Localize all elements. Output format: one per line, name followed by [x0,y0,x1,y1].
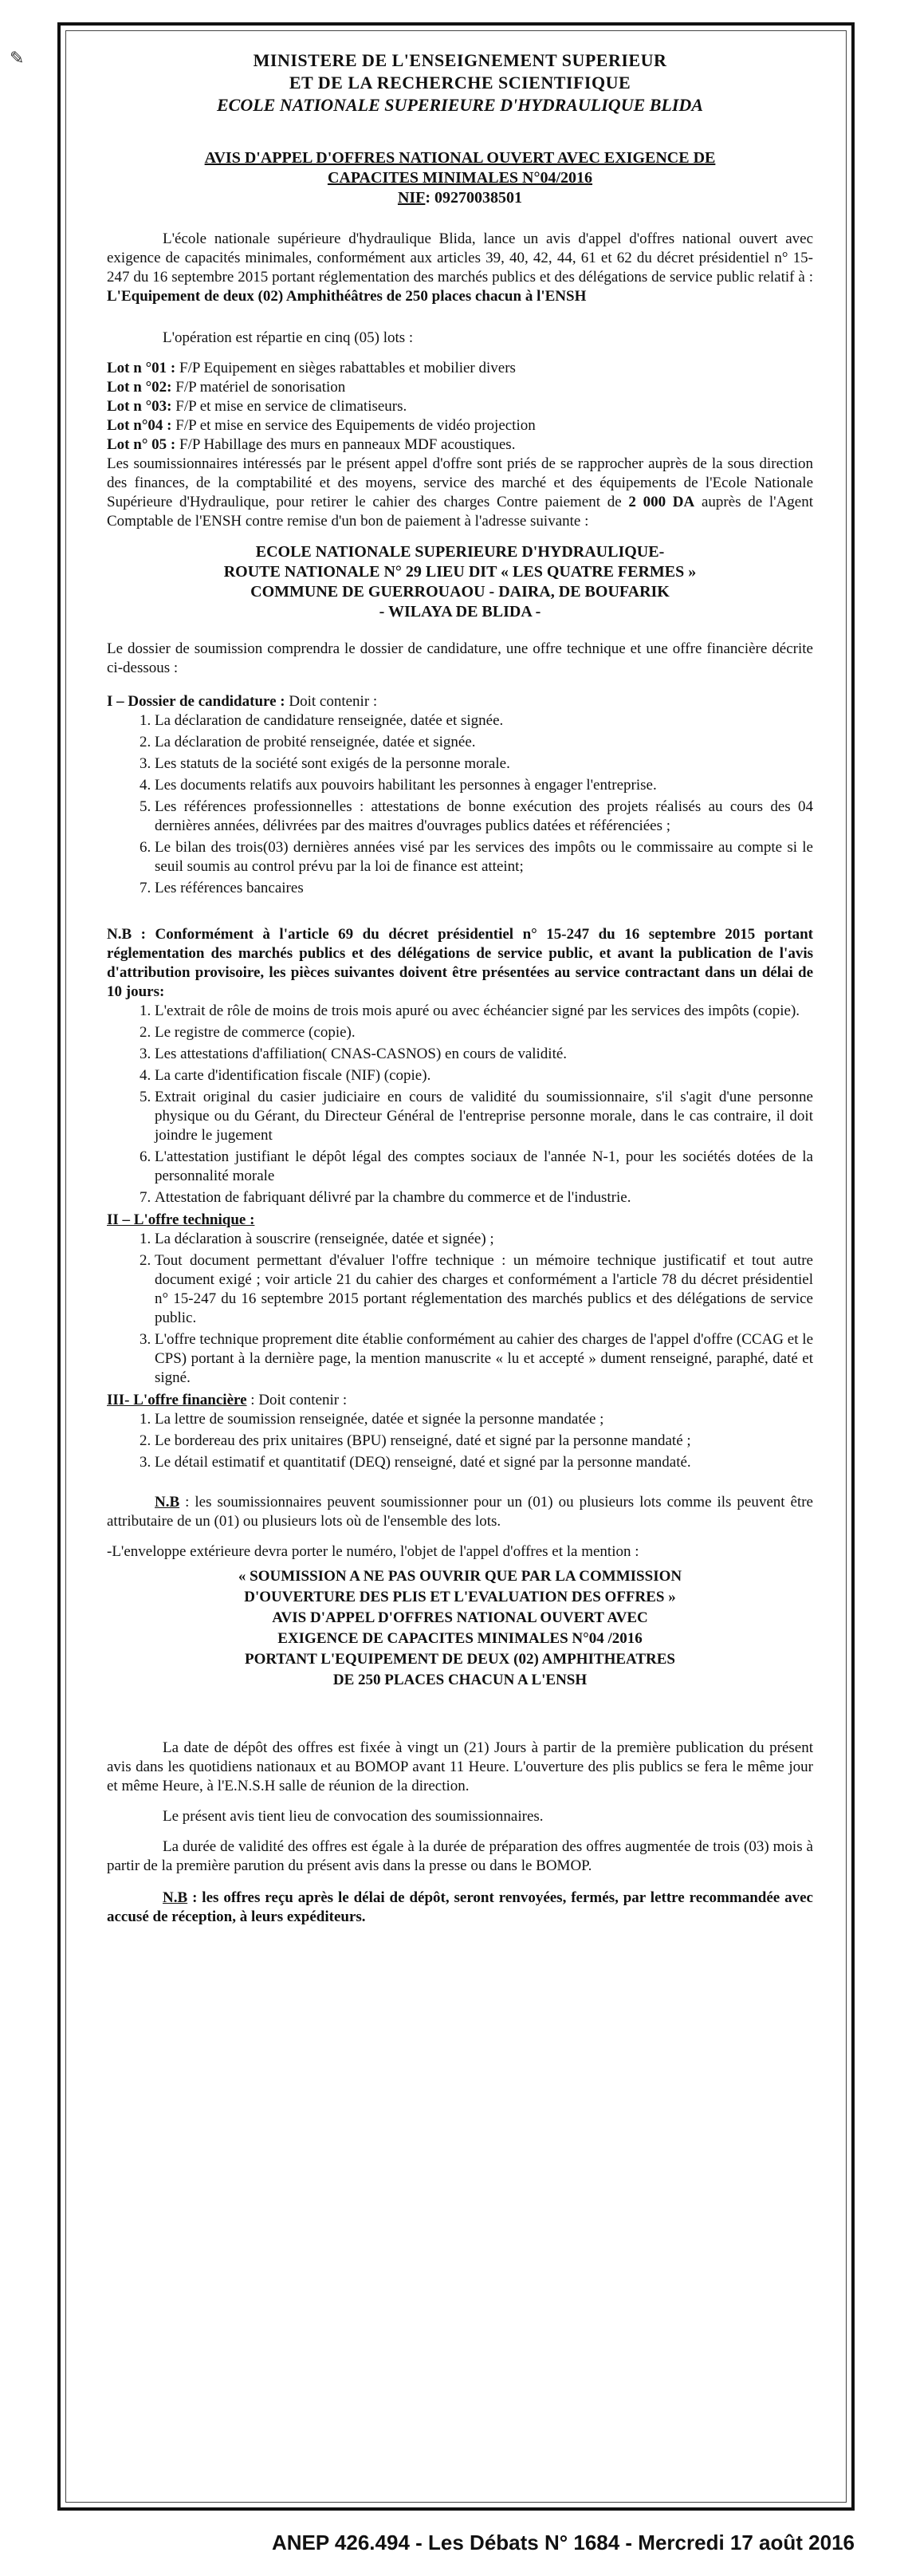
envelope-line-6: DE 250 PLACES CHACUN A L'ENSH [332,1672,588,1688]
ministry-line-2: ET DE LA RECHERCHE SCIENTIFIQUE [289,73,631,93]
address-line-1: ECOLE NATIONALE SUPERIEURE D'HYDRAULIQUE- [255,543,665,561]
list-item: 3. Les attestations d'affiliation( CNAS-CASNOS) en cours de validité. [155,1045,813,1064]
list-item: 2. La déclaration de probité renseignée, datée et signée. [155,733,813,752]
retrieval-amount: 2 000 DA [628,494,695,510]
section-candidature-title [107,692,813,711]
address-line-4: - WILAYA DE BLIDA - [379,603,541,620]
section-financiere-suffix: : Doit contenir : [246,1392,348,1408]
nb-lots-note [107,1493,813,1531]
list-item: 4. Les documents relatifs aux pouvoirs habilitant les personnes à engager l'entreprise. [155,776,813,795]
section-candidature-heading: I – Dossier de candidature : [107,693,285,710]
lots-list [107,359,813,455]
ministry-line-1: MINISTERE DE L'ENSEIGNEMENT SUPERIEUR [253,50,667,70]
envelope-line-1: « SOUMISSION A NE PAS OUVRIR QUE PAR LA COMMISSION [238,1568,682,1585]
lot-label: Lot n °01 : [107,360,176,376]
list-item: 5. Les références professionnelles : attestations de bonne exécution des projets réalisés au cours des 04 dernières années, délivrées par des maitres d'ouvrages publics datées et référenciées ; [155,798,813,836]
notice-title-line-1: AVIS D'APPEL D'OFFRES NATIONAL OUVERT AVEC EXIGENCE DE [204,149,716,167]
list-item: 3. Les statuts de la société sont exigés de la personne morale. [155,754,813,774]
financiere-list [107,1410,813,1472]
validity-paragraph: La durée de validité des offres est égale à la durée de préparation des offres augmentée de trois (03) mois à partir de la première parution du présent avis dans la presse ou dans le BOMOP. [107,1838,813,1874]
lot-label: Lot n °02: [107,379,172,396]
lot-text: F/P et mise en service de climatiseurs. [175,398,407,415]
list-item: 2. Le registre de commerce (copie). [155,1023,813,1042]
lot-text: F/P matériel de sonorisation [175,379,346,396]
list-item: 1. La lettre de soumission renseignée, datée et signée la personne mandatée ; [155,1410,813,1429]
list-item: 7. Les références bancaires [155,879,813,898]
nb-label: N.B [155,1494,180,1511]
list-item: 6. L'attestation justifiant le dépôt légal des comptes sociaux de l'année N-1, pour les sociétés dotées de la personnalité morale [155,1148,813,1186]
nif-line [107,188,813,207]
notice-title [107,148,813,188]
lot-label: Lot n°04 : [107,417,172,434]
margin-mark: ✎ [10,48,25,68]
list-item: 4. La carte d'identification fiscale (NIF) (copie). [155,1066,813,1085]
lot-text: F/P Habillage des murs en panneaux MDF acoustiques. [179,436,516,453]
nb-lots-text: : les soumissionnaires peuvent soumissionner pour un (01) ou plusieurs lots comme ils peuvent être attributaire de un (01) ou plusieurs lots où de l'ensemble des lots. [107,1494,813,1530]
lot-item [107,416,813,435]
lot-label: Lot n° 05 : [107,436,176,453]
list-item: 2. Le bordereau des prix unitaires (BPU) renseigné, daté et signé par la personne mandaté ; [155,1432,813,1451]
address-line-2: ROUTE NATIONALE N° 29 LIEU DIT « LES QUATRE FERMES » [223,563,697,581]
dossier-intro: Le dossier de soumission comprendra le dossier de candidature, une offre technique et une offre financière décrite ci-dessous : [107,640,813,676]
publication-footer: ANEP 426.494 - Les Débats N° 1684 - Mercredi 17 août 2016 [271,2531,855,2554]
retrieval-text-b: auprès de l'Agent Comptable de l'ENSH contre remise d'un bon de paiement à l'adresse suivante : [107,494,814,530]
lot-label: Lot n °03: [107,398,172,415]
list-item: 6. Le bilan des trois(03) dernières années visé par les services des impôts ou le commissaire au compte si le seuil soumis au control prévu par la loi de finance est atteint; [155,838,813,876]
final-nb [107,1889,813,1927]
notice-title-line-2: CAPACITES MINIMALES N°04/2016 [327,169,593,187]
final-nb-text: : les offres reçu après le délai de dépôt, seront renvoyées, fermés, par lettre recommandée avec accusé de réception, à leurs expéditeurs. [107,1889,813,1925]
nif-label: NIF [397,189,426,207]
section-candidature-suffix: Doit contenir : [285,693,378,710]
list-item: 3. L'offre technique proprement dite établie conformément au cahier des charges de l'appel d'offre (CCAG et le CPS) portant à la dernière page, la mention manuscrite « lu et accepté » dument renseigné, paraphé, daté et signé. [155,1330,813,1388]
envelope-line-4: EXIGENCE DE CAPACITES MINIMALES N°04 /2016 [277,1630,643,1647]
lot-text: F/P et mise en service des Equipements de vidéo projection [175,417,536,434]
intro-subject: L'Equipement de deux (02) Amphithéâtres de 250 places chacun à l'ENSH [107,288,587,305]
lot-item [107,378,813,397]
candidature-list [107,711,813,898]
retrieval-paragraph [107,455,813,531]
school-name: ECOLE NATIONALE SUPERIEURE D'HYDRAULIQUE BLIDA [217,95,703,115]
institution-header [107,49,813,116]
list-item: 1. La déclaration à souscrire (renseignée, datée et signée) ; [155,1230,813,1249]
lot-item [107,435,813,455]
list-item: 3. Le détail estimatif et quantitatif (DEQ) renseigné, daté et signé par la personne mandaté. [155,1453,813,1472]
envelope-mention [107,1566,813,1691]
address-block [107,542,813,622]
technique-list [107,1230,813,1388]
list-item: 5. Extrait original du casier judiciaire en cours de validité du soumissionnaire, s'il s'agit d'une personne physique ou du Gérant, du Directeur Général de l'entreprise personne morale, dans le cas contraire, il doit joindre le jugement [155,1088,813,1145]
section-financiere-heading: III- L'offre financière [107,1392,247,1408]
convocation-paragraph: Le présent avis tient lieu de convocation des soumissionnaires. [163,1808,544,1825]
address-line-3: COMMUNE DE GUERROUAOU - DAIRA, DE BOUFARIK [250,583,670,601]
envelope-intro: -L'enveloppe extérieure devra porter le numéro, l'objet de l'appel d'offres et la mention : [107,1543,639,1560]
deposit-paragraph: La date de dépôt des offres est fixée à vingt un (21) Jours à partir de la première publication du présent avis dans les quotidiens nationaux et au BOMOP avant 11 Heure. L'ouverture des plis publics se fera le même jour et même Heure, à l'E.N.S.H salle de réunion de la direction. [107,1739,813,1794]
lot-item [107,397,813,416]
nif-value: : 09270038501 [425,189,523,207]
intro-paragraph [107,230,813,306]
final-nb-label: N.B [163,1889,188,1906]
list-item: 2. Tout document permettant d'évaluer l'offre technique : un mémoire technique justificatif et tout autre document exigé ; voir article 21 du cahier des charges et conformément a l'article 78 du décret présidentiel n° 15-247 du 16 septembre 2015 portant réglementation des marchés publics et des délégations de service public. [155,1251,813,1328]
nb-article-69: N.B : Conformément à l'article 69 du décret présidentiel n° 15-247 du 16 septembre 2015 portant réglementation des marchés publics et des délégations de service public, et avant la publication de l'avis d'attribution provisoire, les pièces suivantes doivent être présentées au service contractant dans un délai de 10 jours: [107,926,813,1000]
list-item: 1. L'extrait de rôle de moins de trois mois apuré ou avec échéancier signé par les services des impôts (copie). [155,1002,813,1021]
intro-text: L'école nationale supérieure d'hydraulique Blida, lance un avis d'appel d'offres national ouvert avec exigence de capacités minimales, conformément aux articles 39, 40, 42, 44, 61 et 62 du décret présidentiel n° 15-247 du 16 septembre 2015 portant réglementation des marchés publics et des délégations de service public relatif à : [107,230,813,286]
lot-text: F/P Equipement en sièges rabattables et mobilier divers [179,360,516,376]
lots-intro: L'opération est répartie en cinq (05) lots : [163,329,414,346]
retrieval-text-a: Les soumissionnaires intéressés par le présent appel d'offre sont priés de se rapprocher auprès de la sous direction des finances, de la comptabilité et des moyens, service des marché et des équipements de l'Ecole Nationale Supérieure d'Hydraulique, pour retirer le cahier des charges Contre paiement de [107,455,813,510]
lot-item [107,359,813,378]
envelope-line-5: PORTANT L'EQUIPEMENT DE DEUX (02) AMPHITHEATRES [244,1651,675,1668]
list-item: 7. Attestation de fabriquant délivré par la chambre du commerce et de l'industrie. [155,1188,813,1207]
envelope-line-2: D'OUVERTURE DES PLIS ET L'EVALUATION DES OFFRES » [244,1589,676,1605]
list-item: 1. La déclaration de candidature renseignée, datée et signée. [155,711,813,731]
nb-documents-list [107,1002,813,1207]
section-technique-title: II – L'offre technique : [107,1211,255,1228]
notice-frame [57,22,855,2511]
section-financiere-title [107,1391,813,1410]
envelope-line-3: AVIS D'APPEL D'OFFRES NATIONAL OUVERT AVEC [272,1609,648,1626]
